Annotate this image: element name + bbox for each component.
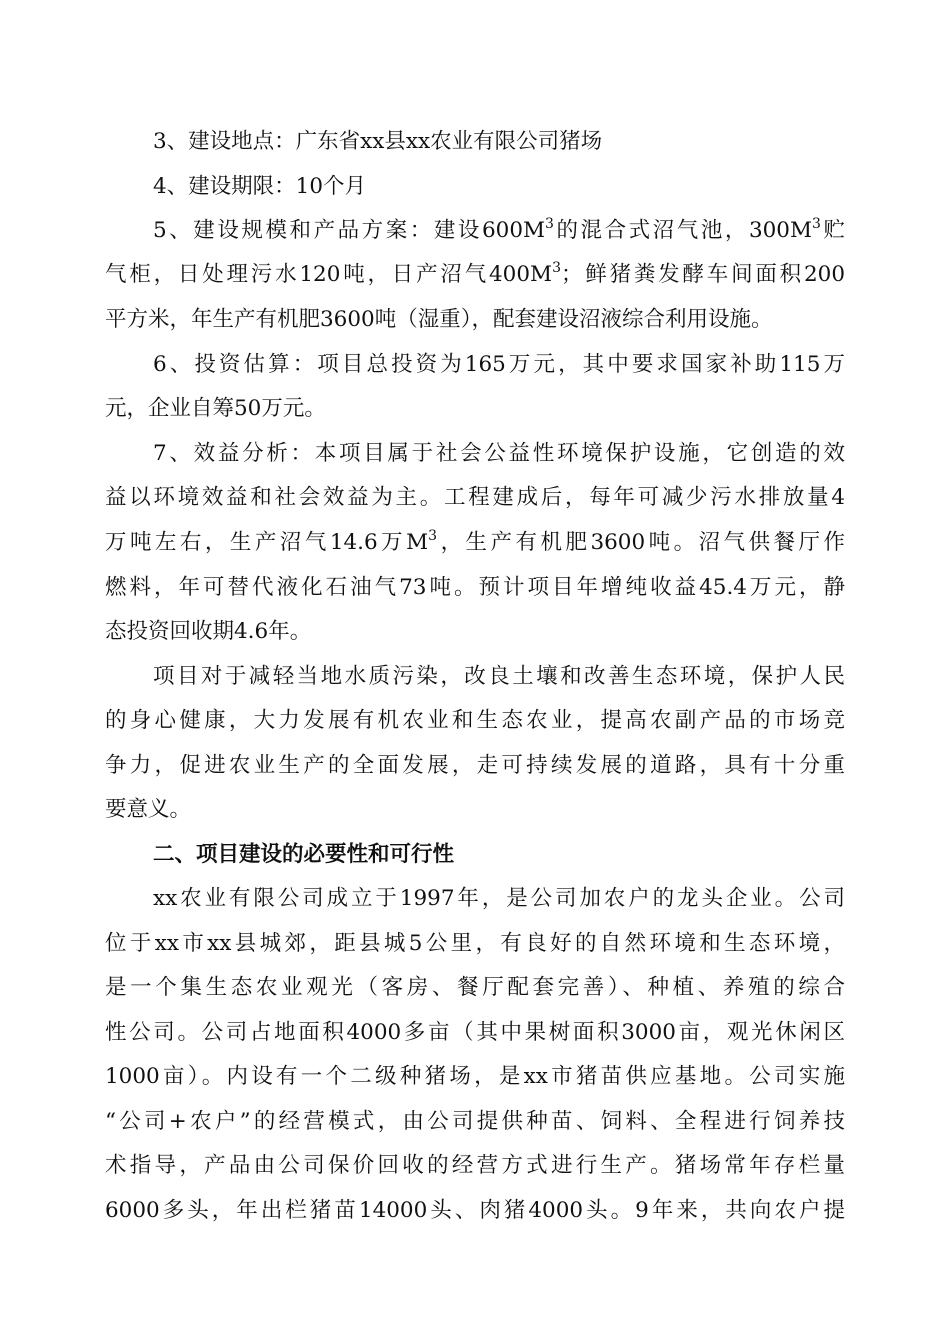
- significance-line-4: 要意义。: [105, 797, 192, 822]
- significance-line-1: 项目对于减轻当地水质污染，改良土壤和改善生态环境，保护人民: [153, 664, 845, 689]
- section-2-line-3: 是一个集生态农业观光（客房、餐厅配套完善）、种植、养殖的综合: [105, 975, 845, 1000]
- item-benefit-line-2: 益以环境效益和社会效益为主。工程建成后，每年可减少污水排放量4: [105, 485, 845, 510]
- significance-line-2: 的身心健康，大力发展有机农业和生态农业，提高农副产品的市场竞: [105, 708, 845, 733]
- item-scale-line-2: 气柜，日处理污水120吨，日产沼气$400M^3$；鲜猪粪发酵车间面积200: [105, 260, 845, 287]
- significance-line-3: 争力，促进农业生产的全面发展，走可持续发展的道路，具有十分重: [105, 753, 845, 778]
- section-2-line-1: xx农业有限公司成立于1997年，是公司加农户的龙头企业。公司: [153, 886, 845, 911]
- item-investment-line-1: 6、投资估算：项目总投资为165万元，其中要求国家补助115万: [153, 352, 845, 377]
- item-benefit-line-4: 燃料，年可替代液化石油气73吨。预计项目年增纯收益45.4万元，静: [105, 575, 845, 600]
- item-location: 3、建设地点：广东省xx县xx农业有限公司猪场: [153, 129, 603, 154]
- section-2-line-6: “公司+农户”的经营模式，由公司提供种苗、饲料、全程进行饲养技: [105, 1109, 845, 1134]
- item-scale-line-1: 5、建设规模和产品方案：建设$600M^3$的混合式沼气池，$300M^3$贮: [153, 216, 845, 243]
- section-2-line-7: 术指导，产品由公司保价回收的经营方式进行生产。猪场常年存栏量: [105, 1153, 845, 1178]
- item-period: 4、建设期限：10个月: [153, 174, 367, 199]
- section-2-line-4: 性公司。公司占地面积4000多亩（其中果树面积3000亩，观光休闲区: [105, 1020, 845, 1045]
- section-2-line-5: 1000亩）。内设有一个二级种猪场，是xx市猪苗供应基地。公司实施: [105, 1064, 845, 1089]
- item-benefit-line-3: 万吨左右，生产沼气14.6万$M^3$，生产有机肥3600吨。沼气供餐厅作: [105, 528, 845, 555]
- item-benefit-line-5: 态投资回收期4.6年。: [105, 619, 312, 644]
- item-investment-line-2: 元，企业自筹50万元。: [105, 396, 326, 421]
- section-2-line-8: 6000多头，年出栏猪苗14000头、肉猪4000头。9年来，共向农户提: [105, 1198, 845, 1223]
- section-2-heading: 二、项目建设的必要性和可行性: [153, 842, 455, 867]
- item-benefit-line-1: 7、效益分析：本项目属于社会公益性环境保护设施，它创造的效: [153, 441, 845, 466]
- item-scale-line-3: 平方米，年生产有机肥3600吨（湿重），配套建设沼液综合利用设施。: [105, 307, 773, 332]
- section-2-line-2: 位于xx市xx县城郊，距县城5公里，有良好的自然环境和生态环境，: [105, 931, 845, 956]
